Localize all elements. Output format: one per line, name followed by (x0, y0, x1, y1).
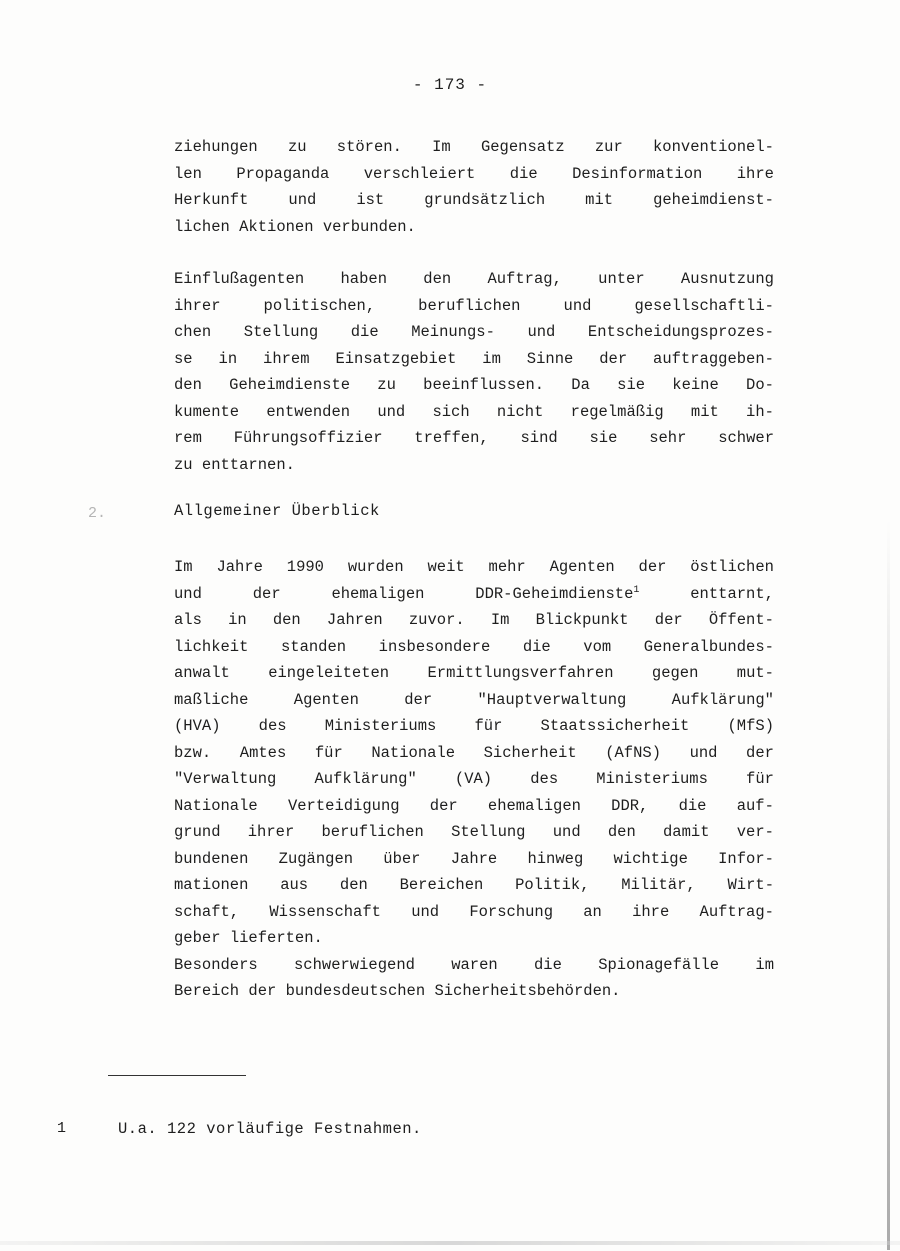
paragraph-line (174, 660, 774, 687)
paragraph-line (174, 872, 774, 899)
word: "Verwaltung (174, 770, 277, 788)
word: ver- (736, 823, 774, 841)
word: Im (432, 138, 451, 156)
word: insbesondere (378, 637, 491, 656)
paragraph-1 (174, 134, 774, 240)
word: ihrer (247, 823, 295, 841)
word: schwerwiegend (294, 955, 415, 974)
word: Bereichen (399, 876, 484, 894)
word: keine (672, 376, 719, 394)
word: "Hauptverwaltung (477, 690, 627, 709)
word: Aufklärung" (671, 690, 774, 709)
word: schaft, (174, 902, 240, 921)
word: sehr (649, 429, 687, 447)
word: in (228, 611, 247, 629)
word: zu (377, 376, 396, 394)
word: Staatssicherheit (540, 717, 690, 735)
word: sind (520, 429, 558, 447)
word: (AfNS) (605, 743, 661, 762)
word: für (314, 743, 343, 762)
word: (MfS) (727, 717, 774, 735)
word: der (252, 584, 281, 603)
word: aus (280, 876, 309, 894)
section-heading: Allgemeiner Überblick (174, 502, 380, 520)
word: entwenden (266, 402, 351, 421)
word: Forschung (469, 902, 554, 921)
word: lichen (174, 217, 230, 236)
word: und (563, 296, 592, 315)
word: Gegensatz (480, 138, 565, 156)
footnote-text: U.a. 122 vorläufige Festnahmen. (118, 1120, 422, 1138)
word: auftraggeben- (653, 349, 774, 368)
word: zuvor. (408, 611, 465, 629)
word: Aktionen (239, 217, 314, 236)
word: Meinungs- (411, 323, 495, 341)
word: ihre (632, 902, 670, 921)
paragraph-line (174, 161, 774, 188)
word: Jahre (216, 558, 263, 576)
word: für (746, 770, 774, 788)
word: die (350, 323, 379, 341)
word: haben (340, 270, 388, 288)
word: unter (598, 270, 645, 288)
paragraph-3 (174, 554, 774, 1005)
footnote-separator (108, 1075, 246, 1076)
word: Jahren (326, 611, 383, 629)
word: den (339, 876, 368, 894)
word: Amtes (239, 743, 287, 762)
word: nicht (496, 402, 544, 421)
word: des (530, 770, 559, 788)
word: enttarnt, (690, 584, 774, 603)
word: den (272, 611, 301, 629)
word: konventionel- (653, 138, 774, 156)
paragraph-line (174, 134, 774, 161)
word: und (411, 902, 440, 921)
word: beruflichen (418, 296, 521, 315)
word: für (474, 717, 503, 735)
word: Besonders (174, 955, 258, 974)
word: der (248, 982, 277, 1000)
word: Do- (746, 376, 774, 394)
word: 1990 (286, 558, 324, 576)
paragraph-line (174, 793, 774, 820)
word: treffen, (414, 429, 489, 447)
word: Ministeriums (596, 770, 708, 788)
scan-edge-shadow (887, 520, 890, 1250)
word: sie (617, 376, 646, 394)
word: Agenten (549, 558, 615, 576)
word: weit (427, 558, 465, 576)
word: Generalbundes- (643, 637, 774, 656)
word: Spionagefälle (598, 955, 720, 974)
word: Öffent- (708, 611, 774, 629)
word: Stellung (243, 323, 319, 341)
word: Herkunft (174, 191, 249, 209)
paragraph-line (174, 372, 774, 399)
word: und (288, 191, 317, 209)
word: Infor- (718, 849, 774, 868)
paragraph-line (174, 214, 774, 241)
word: zu (287, 138, 307, 156)
word: und (689, 743, 718, 762)
word: enttarnen. (201, 455, 295, 474)
word: den (607, 823, 636, 841)
paragraph-line (174, 713, 774, 740)
word: Wissenschaft (269, 902, 381, 921)
word: standen (280, 637, 347, 656)
word: im (755, 955, 774, 974)
word: len (174, 164, 202, 183)
word: regelmäßig (570, 402, 664, 421)
word: Blickpunkt (535, 611, 629, 629)
word: den (423, 270, 452, 288)
word: DDR-Geheimdienste$^1$ (475, 584, 640, 603)
word: und (174, 584, 202, 603)
word: verschleiert (363, 164, 476, 183)
word: ihre (736, 164, 774, 183)
word: Jahre (450, 849, 498, 868)
word: mationen (174, 876, 249, 894)
word: bundenen (174, 849, 249, 868)
word: politischen, (263, 296, 376, 315)
word: der (599, 349, 628, 368)
word: lieferten. (229, 929, 323, 947)
word: Führungsoffizier (233, 429, 383, 447)
word: die (522, 637, 551, 656)
paragraph-line (174, 554, 774, 581)
word: im (482, 349, 501, 368)
word: Nationale (371, 743, 456, 762)
section-number: 2. (88, 505, 107, 522)
paragraph-line (174, 925, 774, 952)
word: Stellung (451, 823, 526, 841)
paragraph-line (174, 293, 774, 320)
word: bzw. (174, 743, 212, 762)
word: an (583, 902, 602, 921)
word: Ausnutzung (680, 270, 774, 288)
word: schwer (718, 429, 774, 447)
paragraph-line (174, 766, 774, 793)
word: verbunden. (322, 217, 416, 236)
word: geheimdienst- (653, 191, 774, 209)
word: Nationale (174, 796, 258, 815)
word: Sicherheit (483, 743, 577, 762)
word: DDR, (611, 796, 649, 815)
word: auf- (736, 796, 774, 815)
word: (VA) (454, 770, 493, 788)
word: beruflichen (321, 823, 424, 841)
word: ziehungen (174, 138, 258, 156)
word: mehr (488, 558, 526, 576)
word: beeinflussen. (423, 376, 545, 394)
paragraph-line (174, 187, 774, 214)
word: mit (690, 402, 719, 421)
word: Sinne (526, 349, 574, 368)
paragraph-line (174, 607, 774, 634)
word: und (377, 402, 406, 421)
word: Einflußagenten (174, 270, 305, 288)
word: hinweg (527, 849, 584, 868)
paragraph-line (174, 819, 774, 846)
word: ehemaligen (331, 584, 425, 603)
word: gesellschaftli- (634, 296, 774, 315)
paragraph-line (174, 952, 774, 979)
word: Ermittlungsverfahren (427, 664, 614, 682)
scan-bottom-shadow (0, 1241, 900, 1245)
word: Im (174, 558, 193, 576)
word: der (429, 796, 458, 815)
word: und (552, 823, 581, 841)
word: se (174, 349, 193, 368)
word: Aufklärung" (314, 770, 417, 788)
paragraph-line (174, 399, 774, 426)
word: Geheimdienste (229, 376, 351, 394)
word: geber (174, 929, 221, 947)
word: sie (589, 429, 618, 447)
word: Sicherheitsbehörden. (434, 982, 621, 1000)
word: des (258, 717, 287, 735)
paragraph-2 (174, 266, 774, 478)
word: ih- (746, 402, 774, 421)
word: in (218, 349, 238, 368)
paragraph-line (174, 581, 774, 608)
word: Auftrag, (487, 270, 562, 288)
word: kumente (174, 402, 240, 421)
word: den (174, 376, 202, 394)
word: Zugängen (278, 849, 354, 868)
word: stören. (336, 138, 402, 156)
paragraph-line (174, 740, 774, 767)
word: ihrem (263, 349, 310, 368)
paragraph-line (174, 425, 774, 452)
word: wurden (347, 558, 404, 576)
paragraph-line (174, 266, 774, 293)
word: waren (451, 955, 498, 974)
word: die (678, 796, 707, 815)
paragraph-line (174, 846, 774, 873)
word: Verteidigung (287, 796, 400, 815)
word: mit (585, 191, 614, 209)
word: zur (594, 138, 623, 156)
word: Politik, (515, 876, 590, 894)
paragraph-line (174, 346, 774, 373)
word: maßliche (174, 690, 249, 709)
word: zu (174, 455, 193, 474)
word: ist (356, 191, 385, 209)
paragraph-line (174, 319, 774, 346)
word: Ministeriums (324, 717, 437, 735)
paragraph-line (174, 978, 774, 1005)
word: Militär, (621, 876, 696, 894)
word: der (654, 611, 683, 629)
word: ehemaligen (487, 796, 581, 815)
word: sich (432, 402, 470, 421)
word: wichtige (613, 849, 688, 868)
word: lichkeit (174, 637, 249, 656)
paragraph-line (174, 452, 774, 479)
word: Einsatzgebiet (335, 349, 457, 368)
word: Im (490, 611, 510, 629)
word: Entscheidungsprozes- (587, 323, 774, 341)
word: Desinformation (572, 164, 703, 183)
word: gegen (651, 664, 699, 682)
word: östlichen (690, 558, 774, 576)
word: damit (663, 823, 710, 841)
word: und (527, 323, 556, 341)
word: Propaganda (236, 164, 330, 183)
word: anwalt (174, 664, 230, 682)
footnote-reference[interactable]: 1 (633, 584, 640, 596)
word: eingeleiteten (268, 664, 390, 682)
word: der (404, 690, 433, 709)
word: der (746, 743, 774, 762)
word: die (534, 955, 562, 974)
word: rem (174, 429, 202, 447)
word: Bereich (174, 982, 240, 1000)
word: grund (174, 823, 221, 841)
paragraph-line (174, 687, 774, 714)
word: über (383, 849, 421, 868)
word: grundsätzlich (424, 191, 546, 209)
word: Wirt- (727, 876, 774, 894)
footnote-marker: 1 (57, 1120, 67, 1137)
word: der (638, 558, 667, 576)
word: Auftrag- (699, 902, 774, 921)
word: vom (583, 637, 612, 656)
paragraph-line (174, 634, 774, 661)
word: bundesdeutschen (285, 982, 426, 1000)
word: Da (571, 376, 590, 394)
word: Agenten (293, 690, 359, 709)
word: die (509, 164, 538, 183)
word: ihrer (174, 296, 221, 315)
word: mut- (736, 664, 774, 682)
word: als (174, 611, 202, 629)
paragraph-line (174, 899, 774, 926)
word: (HVA) (174, 717, 221, 735)
word: chen (174, 323, 212, 341)
page-number: - 173 - (412, 76, 488, 94)
